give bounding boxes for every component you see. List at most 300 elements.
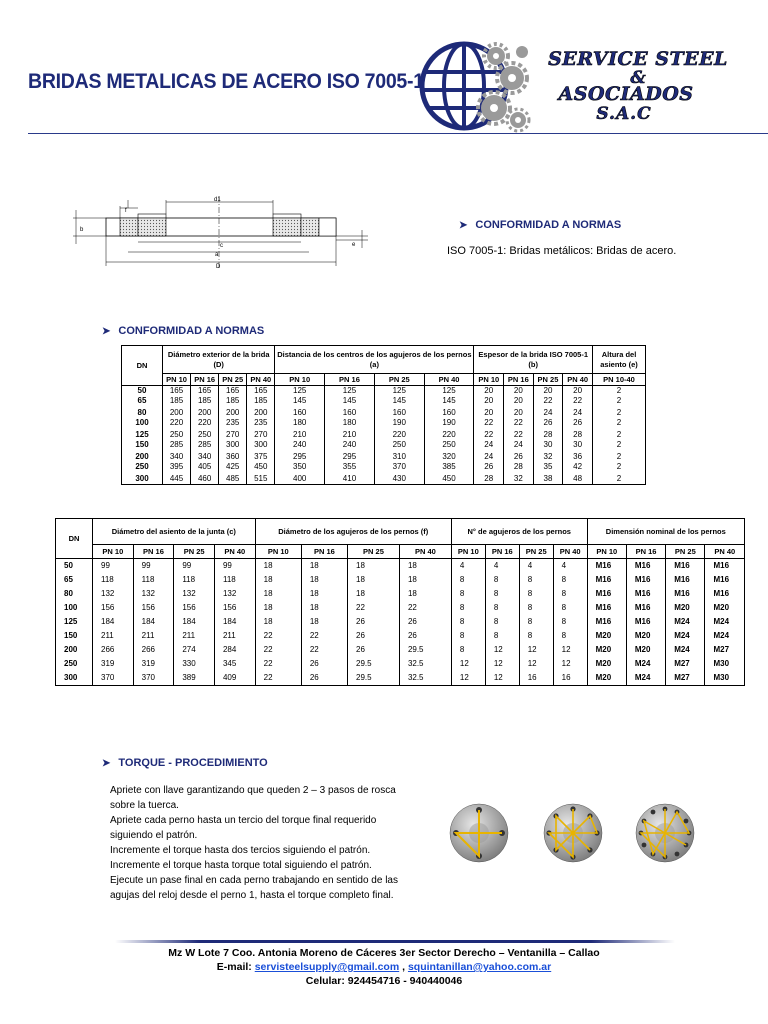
t2-header-m: Dimensión nominal de los pernos xyxy=(587,519,744,545)
table-row xyxy=(56,615,745,629)
value-cell: 160 xyxy=(325,406,375,418)
bolt-pattern-4-icon xyxy=(450,804,508,862)
value-cell: 160 xyxy=(424,406,474,418)
value-cell: 240 xyxy=(325,440,375,450)
value-cell: 2 xyxy=(593,428,646,440)
value-cell: 29.5 xyxy=(399,643,451,657)
table-row xyxy=(56,601,745,615)
value-cell: 20 xyxy=(474,406,504,418)
value-cell: 160 xyxy=(275,406,325,418)
value-cell: 26 xyxy=(474,462,504,472)
dn-cell: 80 xyxy=(122,406,163,418)
value-cell: 18 xyxy=(301,601,347,615)
value-cell: 20 xyxy=(474,386,504,397)
value-cell: 2 xyxy=(593,462,646,472)
dn-cell: 100 xyxy=(56,601,93,615)
value-cell: 345 xyxy=(214,657,255,671)
value-cell: 22 xyxy=(301,643,347,657)
dn-cell: 250 xyxy=(56,657,93,671)
dn-cell: 125 xyxy=(56,615,93,629)
value-cell: 26 xyxy=(301,671,347,686)
table-row xyxy=(122,450,646,462)
t1-pn-header-e: PN 10-40 xyxy=(593,374,646,386)
value-cell: 18 xyxy=(301,615,347,629)
logo-line3: ASOCIADOS xyxy=(558,83,694,105)
value-cell: 8 xyxy=(553,587,587,601)
value-cell: 165 xyxy=(163,386,191,397)
value-cell: 30 xyxy=(563,440,593,450)
value-cell: 370 xyxy=(374,462,424,472)
value-cell: 18 xyxy=(255,573,301,587)
value-cell: M16 xyxy=(626,615,665,629)
value-cell: 22 xyxy=(474,428,504,440)
value-cell: 460 xyxy=(191,472,219,485)
bolt-pattern-12-icon xyxy=(636,804,694,862)
dn-cell: 50 xyxy=(122,386,163,397)
t1-pn-header: PN 40 xyxy=(247,374,275,386)
value-cell: 8 xyxy=(519,573,553,587)
value-cell: M24 xyxy=(666,643,705,657)
table-row xyxy=(56,559,745,574)
value-cell: 410 xyxy=(325,472,375,485)
value-cell: 425 xyxy=(219,462,247,472)
value-cell: 18 xyxy=(255,601,301,615)
value-cell: 20 xyxy=(504,386,534,397)
value-cell: M24 xyxy=(705,615,745,629)
t2-pn-header: PN 16 xyxy=(626,545,665,559)
value-cell: 8 xyxy=(485,587,519,601)
value-cell: 145 xyxy=(275,396,325,406)
value-cell: 22 xyxy=(399,601,451,615)
value-cell: M24 xyxy=(626,671,665,686)
value-cell: 18 xyxy=(255,587,301,601)
value-cell: 26 xyxy=(399,615,451,629)
value-cell: 24 xyxy=(563,406,593,418)
value-cell: 8 xyxy=(519,615,553,629)
t2-header-f: Diámetro de los agujeros de los pernos (f) xyxy=(255,519,451,545)
t2-pn-header: PN 16 xyxy=(133,545,174,559)
value-cell: 430 xyxy=(374,472,424,485)
value-cell: 370 xyxy=(93,671,134,686)
value-cell: 118 xyxy=(214,573,255,587)
t2-pn-header: PN 16 xyxy=(301,545,347,559)
dn-cell: 300 xyxy=(122,472,163,485)
label-b: b xyxy=(80,227,84,233)
section2-heading-text: CONFORMIDAD A NORMAS xyxy=(118,325,265,337)
header-divider xyxy=(28,133,768,134)
table-row xyxy=(56,587,745,601)
value-cell: 385 xyxy=(424,462,474,472)
value-cell: 36 xyxy=(563,450,593,462)
value-cell: 190 xyxy=(374,418,424,428)
value-cell: 319 xyxy=(133,657,174,671)
logo-line1: SERVICE STEEL xyxy=(548,48,728,70)
value-cell: 8 xyxy=(485,601,519,615)
value-cell: 28 xyxy=(563,428,593,440)
t1-pn-header: PN 10 xyxy=(275,374,325,386)
value-cell: 8 xyxy=(553,615,587,629)
label-a: a xyxy=(215,252,219,258)
value-cell: M24 xyxy=(705,629,745,643)
dn-cell: 100 xyxy=(122,418,163,428)
value-cell: 18 xyxy=(301,587,347,601)
value-cell: 319 xyxy=(93,657,134,671)
flange-dimensions-table xyxy=(121,345,646,485)
t2-pn-header: PN 40 xyxy=(214,545,255,559)
value-cell: 270 xyxy=(247,428,275,440)
value-cell: 12 xyxy=(519,643,553,657)
value-cell: 8 xyxy=(451,587,485,601)
value-cell: 26 xyxy=(504,450,534,462)
value-cell: 266 xyxy=(93,643,134,657)
value-cell: 250 xyxy=(424,440,474,450)
value-cell: M24 xyxy=(626,657,665,671)
torque-step-2: Apriete cada perno hasta un tercio del torque final requerido siguiendo el patrón. xyxy=(110,815,377,841)
page-title: BRIDAS METALICAS DE ACERO ISO 7005-1 xyxy=(28,70,424,93)
value-cell: 8 xyxy=(451,573,485,587)
value-cell: 8 xyxy=(451,643,485,657)
value-cell: M16 xyxy=(626,587,665,601)
value-cell: 28 xyxy=(533,428,563,440)
email-separator: , xyxy=(402,961,406,973)
value-cell: 211 xyxy=(133,629,174,643)
value-cell: 12 xyxy=(451,671,485,686)
value-cell: 220 xyxy=(374,428,424,440)
t1-pn-header: PN 16 xyxy=(504,374,534,386)
value-cell: 118 xyxy=(174,573,215,587)
value-cell: 350 xyxy=(275,462,325,472)
footer-email-line xyxy=(0,960,768,974)
value-cell: M16 xyxy=(666,587,705,601)
footer-phone-line xyxy=(0,974,768,988)
t2-pn-header: PN 10 xyxy=(451,545,485,559)
t2-pn-header: PN 40 xyxy=(553,545,587,559)
value-cell: 132 xyxy=(93,587,134,601)
value-cell: 200 xyxy=(191,406,219,418)
torque-step-5: Ejecute un pase final en cada perno trabajando en sentido de las agujas del reloj desde el perno 1, hasta el torque completo final. xyxy=(110,875,398,901)
table-row xyxy=(56,629,745,643)
value-cell: 180 xyxy=(325,418,375,428)
t1-pn-header: PN 25 xyxy=(533,374,563,386)
value-cell: 274 xyxy=(174,643,215,657)
value-cell: 190 xyxy=(424,418,474,428)
t1-pn-header: PN 25 xyxy=(219,374,247,386)
value-cell: 211 xyxy=(214,629,255,643)
value-cell: 29.5 xyxy=(348,671,400,686)
value-cell: 26 xyxy=(399,629,451,643)
value-cell: 22 xyxy=(255,657,301,671)
t1-pn-header: PN 40 xyxy=(563,374,593,386)
dn-cell: 300 xyxy=(56,671,93,686)
value-cell: 32 xyxy=(533,450,563,462)
value-cell: 360 xyxy=(219,450,247,462)
value-cell: 4 xyxy=(485,559,519,574)
value-cell: 35 xyxy=(533,462,563,472)
t1-pn-header: PN 10 xyxy=(163,374,191,386)
value-cell: 250 xyxy=(191,428,219,440)
t1-pn-header: PN 40 xyxy=(424,374,474,386)
value-cell: 20 xyxy=(504,406,534,418)
table-row xyxy=(122,462,646,472)
dn-cell: 65 xyxy=(122,396,163,406)
torque-step-3: Incremente el torque hasta dos tercios siguiendo el patrón. xyxy=(110,845,371,856)
email-link-2[interactable]: squintanillan@yahoo.com.ar xyxy=(407,961,552,973)
value-cell: 156 xyxy=(133,601,174,615)
value-cell: 389 xyxy=(174,671,215,686)
value-cell: 220 xyxy=(424,428,474,440)
value-cell: 118 xyxy=(133,573,174,587)
value-cell: 211 xyxy=(93,629,134,643)
value-cell: M16 xyxy=(587,601,626,615)
value-cell: 185 xyxy=(247,396,275,406)
value-cell: 300 xyxy=(247,440,275,450)
value-cell: 8 xyxy=(485,629,519,643)
value-cell: 18 xyxy=(348,559,400,574)
t2-pn-header: PN 25 xyxy=(174,545,215,559)
value-cell: M20 xyxy=(666,601,705,615)
value-cell: 22 xyxy=(255,671,301,686)
value-cell: 99 xyxy=(133,559,174,574)
value-cell: M27 xyxy=(705,643,745,657)
value-cell: 240 xyxy=(275,440,325,450)
phone-label: Celular: xyxy=(305,975,345,987)
torque-procedure xyxy=(110,783,420,903)
value-cell: 200 xyxy=(163,406,191,418)
value-cell: 8 xyxy=(451,601,485,615)
value-cell: 285 xyxy=(163,440,191,450)
value-cell: 340 xyxy=(191,450,219,462)
torque-heading xyxy=(102,757,268,769)
value-cell: 132 xyxy=(174,587,215,601)
value-cell: 22 xyxy=(504,418,534,428)
table-row xyxy=(56,671,745,686)
value-cell: 8 xyxy=(451,615,485,629)
value-cell: 22 xyxy=(255,643,301,657)
t1-pn-header: PN 10 xyxy=(474,374,504,386)
value-cell: 8 xyxy=(519,629,553,643)
dn-cell: 65 xyxy=(56,573,93,587)
value-cell: 284 xyxy=(214,643,255,657)
value-cell: 145 xyxy=(374,396,424,406)
value-cell: 16 xyxy=(519,671,553,686)
value-cell: 38 xyxy=(533,472,563,485)
value-cell: M16 xyxy=(587,615,626,629)
arrow-icon: ➤ xyxy=(102,326,111,337)
value-cell: 125 xyxy=(275,386,325,397)
value-cell: 24 xyxy=(504,440,534,450)
t2-pn-header: PN 25 xyxy=(666,545,705,559)
label-c: c xyxy=(220,243,223,249)
value-cell: 8 xyxy=(553,629,587,643)
value-cell: 12 xyxy=(451,657,485,671)
torque-step-1: Apriete con llave garantizando que queden 2 – 3 pasos de rosca sobre la tuerca. xyxy=(110,785,396,811)
value-cell: 185 xyxy=(219,396,247,406)
value-cell: 26 xyxy=(563,418,593,428)
label-f: f xyxy=(125,208,127,214)
bolt-dimensions-table xyxy=(55,518,745,686)
table-row xyxy=(122,418,646,428)
value-cell: M16 xyxy=(626,573,665,587)
value-cell: 12 xyxy=(485,657,519,671)
section2-heading xyxy=(102,325,264,337)
value-cell: 2 xyxy=(593,450,646,462)
email-link-1[interactable]: servisteelsupply@gmail.com xyxy=(254,961,400,973)
value-cell: 285 xyxy=(191,440,219,450)
value-cell: M16 xyxy=(705,559,745,574)
value-cell: 12 xyxy=(519,657,553,671)
t1-header-e: Altura del asiento (e) xyxy=(593,346,646,374)
value-cell: 18 xyxy=(301,573,347,587)
t2-header-n: N° de agujeros de los pernos xyxy=(451,519,587,545)
value-cell: 32 xyxy=(504,472,534,485)
value-cell: 18 xyxy=(301,559,347,574)
value-cell: 99 xyxy=(93,559,134,574)
dn-cell: 200 xyxy=(56,643,93,657)
t1-header-a: Distancia de los centros de los agujeros de los pernos (a) xyxy=(275,346,474,374)
value-cell: 29.5 xyxy=(348,657,400,671)
value-cell: M27 xyxy=(666,671,705,686)
section1-heading xyxy=(459,219,621,231)
value-cell: 2 xyxy=(593,396,646,406)
value-cell: 145 xyxy=(325,396,375,406)
logo-line4: S.A.C xyxy=(596,104,652,124)
value-cell: 2 xyxy=(593,386,646,397)
value-cell: 12 xyxy=(553,643,587,657)
dn-cell: 50 xyxy=(56,559,93,574)
value-cell: 156 xyxy=(174,601,215,615)
value-cell: 125 xyxy=(325,386,375,397)
arrow-icon: ➤ xyxy=(102,758,111,769)
phone-numbers: 924454716 - 940440046 xyxy=(347,975,463,987)
t1-pn-header: PN 16 xyxy=(325,374,375,386)
table-row xyxy=(56,657,745,671)
company-logo xyxy=(418,38,758,138)
t2-header-dn: DN xyxy=(56,519,93,559)
value-cell: 310 xyxy=(374,450,424,462)
value-cell: 235 xyxy=(247,418,275,428)
value-cell: 200 xyxy=(219,406,247,418)
value-cell: 2 xyxy=(593,440,646,450)
value-cell: M16 xyxy=(626,601,665,615)
value-cell: 132 xyxy=(133,587,174,601)
value-cell: 18 xyxy=(399,559,451,574)
value-cell: 32.5 xyxy=(399,657,451,671)
value-cell: 165 xyxy=(191,386,219,397)
value-cell: 375 xyxy=(247,450,275,462)
value-cell: 20 xyxy=(504,396,534,406)
table-row xyxy=(122,428,646,440)
value-cell: 515 xyxy=(247,472,275,485)
value-cell: 16 xyxy=(553,671,587,686)
value-cell: 118 xyxy=(93,573,134,587)
value-cell: 8 xyxy=(553,573,587,587)
value-cell: M27 xyxy=(666,657,705,671)
value-cell: 300 xyxy=(219,440,247,450)
value-cell: 156 xyxy=(93,601,134,615)
footer-address: Mz W Lote 7 Coo. Antonia Moreno de Cáceres 3er Sector Derecho – Ventanilla – Callao xyxy=(168,947,600,959)
value-cell: 18 xyxy=(399,587,451,601)
value-cell: 445 xyxy=(163,472,191,485)
value-cell: 405 xyxy=(191,462,219,472)
value-cell: 220 xyxy=(191,418,219,428)
bolt-pattern-8-icon xyxy=(544,804,602,862)
value-cell: 24 xyxy=(533,406,563,418)
value-cell: 165 xyxy=(219,386,247,397)
value-cell: 156 xyxy=(214,601,255,615)
value-cell: M30 xyxy=(705,671,745,686)
t2-pn-header: PN 16 xyxy=(485,545,519,559)
value-cell: 340 xyxy=(163,450,191,462)
label-e: e xyxy=(352,242,356,248)
t1-pn-header: PN 16 xyxy=(191,374,219,386)
value-cell: 211 xyxy=(174,629,215,643)
arrow-icon: ➤ xyxy=(459,220,468,231)
value-cell: M30 xyxy=(705,657,745,671)
value-cell: 12 xyxy=(485,643,519,657)
footer xyxy=(0,946,768,988)
value-cell: 18 xyxy=(399,573,451,587)
value-cell: M24 xyxy=(666,629,705,643)
value-cell: 210 xyxy=(275,428,325,440)
value-cell: 8 xyxy=(485,573,519,587)
value-cell: 22 xyxy=(563,396,593,406)
value-cell: M16 xyxy=(666,573,705,587)
t1-header-b: Espesor de la brida ISO 7005-1 (b) xyxy=(474,346,593,374)
value-cell: 28 xyxy=(504,462,534,472)
value-cell: 132 xyxy=(214,587,255,601)
dn-cell: 80 xyxy=(56,587,93,601)
value-cell: M20 xyxy=(626,629,665,643)
label-d1: d1 xyxy=(214,197,221,203)
value-cell: 22 xyxy=(474,418,504,428)
table-row xyxy=(122,396,646,406)
value-cell: 235 xyxy=(219,418,247,428)
dn-cell: 200 xyxy=(122,450,163,462)
value-cell: 42 xyxy=(563,462,593,472)
value-cell: M16 xyxy=(705,587,745,601)
value-cell: M16 xyxy=(666,559,705,574)
dn-cell: 125 xyxy=(122,428,163,440)
value-cell: 370 xyxy=(133,671,174,686)
value-cell: 295 xyxy=(275,450,325,462)
value-cell: 250 xyxy=(163,428,191,440)
t2-pn-header: PN 40 xyxy=(399,545,451,559)
value-cell: 4 xyxy=(519,559,553,574)
value-cell: 200 xyxy=(247,406,275,418)
value-cell: 184 xyxy=(93,615,134,629)
value-cell: 48 xyxy=(563,472,593,485)
value-cell: M16 xyxy=(587,587,626,601)
value-cell: 4 xyxy=(553,559,587,574)
value-cell: 2 xyxy=(593,472,646,485)
value-cell: 8 xyxy=(485,615,519,629)
value-cell: 2 xyxy=(593,406,646,418)
value-cell: 125 xyxy=(374,386,424,397)
value-cell: 165 xyxy=(247,386,275,397)
t2-pn-header: PN 25 xyxy=(348,545,400,559)
flange-diagram xyxy=(68,192,378,272)
value-cell: 270 xyxy=(219,428,247,440)
value-cell: M16 xyxy=(587,559,626,574)
value-cell: M24 xyxy=(666,615,705,629)
t2-pn-header: PN 40 xyxy=(705,545,745,559)
torque-heading-text: TORQUE - PROCEDIMIENTO xyxy=(118,757,268,769)
label-D: D xyxy=(216,264,221,270)
t1-header-D: Diámetro exterior de la brida (D) xyxy=(163,346,275,374)
t2-pn-header: PN 10 xyxy=(93,545,134,559)
t1-pn-header: PN 25 xyxy=(374,374,424,386)
value-cell: 266 xyxy=(133,643,174,657)
